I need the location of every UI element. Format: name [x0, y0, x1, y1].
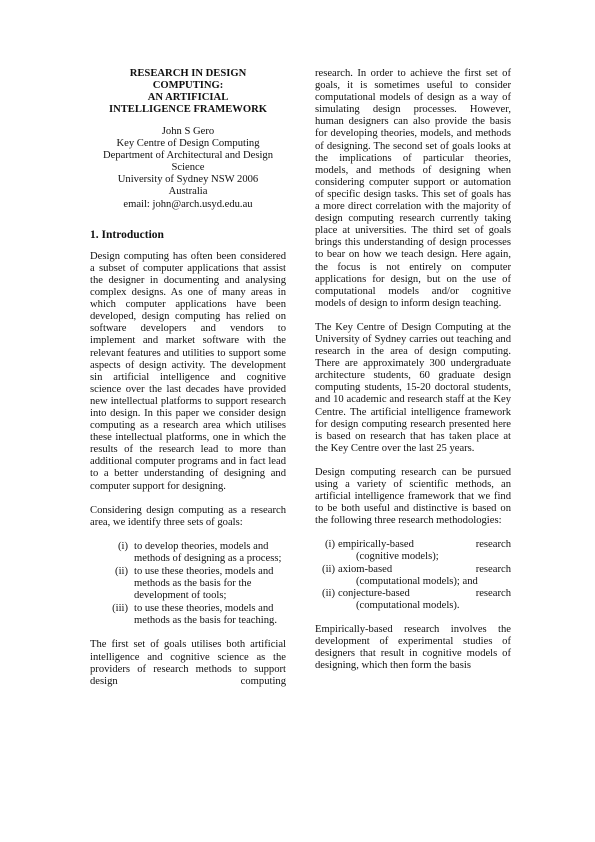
- goals-list: [90, 541, 286, 628]
- paragraph-methods-intro: Design computing research can be pursued using a variety of scientific methods, an artificial intelligence framework that we find to be both useful and distinctive is based on the following three research methodologies:: [315, 466, 511, 527]
- list-item-text: to use these theories, models and methods as the basis for the development of tools;: [134, 566, 274, 602]
- paragraph-goals-discussion: The first set of goals utilises both artificial intelligence and cognitive science as the providers of research methods to support design computing: [90, 639, 286, 687]
- list-item: [315, 588, 511, 612]
- methodology-name: empirically-based: [338, 539, 414, 551]
- right-column: [315, 68, 511, 684]
- list-item-number: (ii): [322, 563, 335, 575]
- list-item: [315, 539, 511, 563]
- methodology-word: research: [475, 539, 511, 551]
- affiliation-line: University of Sydney NSW 2006: [117, 174, 259, 186]
- paragraph-intro: Design computing has often been considered a subset of computer applications that assist the designer in documenting and analysing complex designs. As one of many areas in which computer applications have been developed, design computing has relied on software developers and vendors to implement and market software with the relevant features and utilities to support some aspects of design activity. The development sin artificial intelligence and cognitive science over the last decades have provided new intellectual platforms to support research into design. In this paper we consider design computing as a research area which utilises these intellectual platforms, one in which the results of the research lead to more than additional computer programs and in fact lead to a better understanding of designing and computer support for designing.: [90, 250, 286, 492]
- affiliation-line: Science: [171, 162, 205, 174]
- methodology-name: axiom-based: [338, 563, 393, 575]
- methodology-detail: (cognitive models);: [356, 551, 439, 563]
- title-line: COMPUTING:: [152, 80, 224, 91]
- list-item-text: to use these theories, models and methods as the basis for teaching.: [134, 603, 277, 627]
- list-item: [315, 564, 511, 588]
- paragraph-goals-discussion-continued: research. In order to achieve the first set of goals, it is sometimes useful to consider computational models of design as a way of simulating design processes. However, human designers can also provide the basis for developing theories, models, and methods of designing. The second set of goals looks at the implications of particular theories, models, and methods of designing when considering computer support or automation of specific design tasks. This set of goals has a more direct correlation with the majority of design computing research currently taking place at universities. The third set of goals brings this understanding of design processes to bear on how we teach design. Here again, the focus is not entirely on computer applications for design, but on the use of computational models and/or cognitive models of design to inform design teaching.: [315, 68, 511, 309]
- left-column: [90, 68, 286, 700]
- paragraph-empirical: Empirically-based research involves the development of experimental studies of designers that result in cognitive models of designing, which then form the basis: [315, 623, 511, 672]
- methodology-word: research: [475, 563, 511, 575]
- title-line: RESEARCH IN DESIGN: [129, 68, 247, 79]
- list-item-number: (ii): [115, 566, 128, 577]
- list-item: [90, 541, 286, 565]
- author-block: [90, 126, 286, 211]
- methodology-name: conjecture-based: [338, 587, 410, 599]
- title-line: AN ARTIFICIAL: [147, 92, 229, 103]
- affiliation-line: Australia: [168, 186, 208, 198]
- paragraph-goals-intro: Considering design computing as a research area, we identify three sets of goals:: [90, 504, 286, 528]
- list-item-text: to develop theories, models and methods of designing as a process;: [134, 540, 282, 564]
- list-item: [90, 603, 286, 627]
- section-heading: 1. Introduction: [90, 228, 164, 241]
- methodology-detail: (computational models); and: [356, 575, 478, 587]
- methodology-word: research: [475, 587, 511, 599]
- list-item-number: (ii): [322, 587, 335, 599]
- list-item-number: (i): [118, 540, 128, 552]
- list-item-number: (i): [325, 539, 335, 551]
- list-item: [90, 566, 286, 602]
- title-line: INTELLIGENCE FRAMEWORK: [108, 104, 268, 115]
- paper-title: [90, 68, 286, 116]
- list-item-number: (iii): [112, 603, 128, 615]
- author-email[interactable]: email: john@arch.usyd.edu.au: [123, 198, 253, 210]
- methodologies-list: [315, 539, 511, 612]
- paragraph-key-centre: The Key Centre of Design Computing at the University of Sydney carries out teaching and research in the area of design computing. There are approximately 300 undergraduate architecture students, 60 graduate design computing students, 15-20 doctoral students, and 10 academic and research staff at the Key Centre. The artificial intelligence framework for design computing research presented here is based on research that has taken place at the Key Centre over the last 25 years.: [315, 321, 511, 454]
- affiliation-line: Key Centre of Design Computing: [116, 138, 260, 150]
- affiliation-line: Department of Architectural and Design: [102, 150, 274, 162]
- author-name: John S Gero: [161, 126, 215, 137]
- methodology-detail: (computational models).: [356, 599, 460, 611]
